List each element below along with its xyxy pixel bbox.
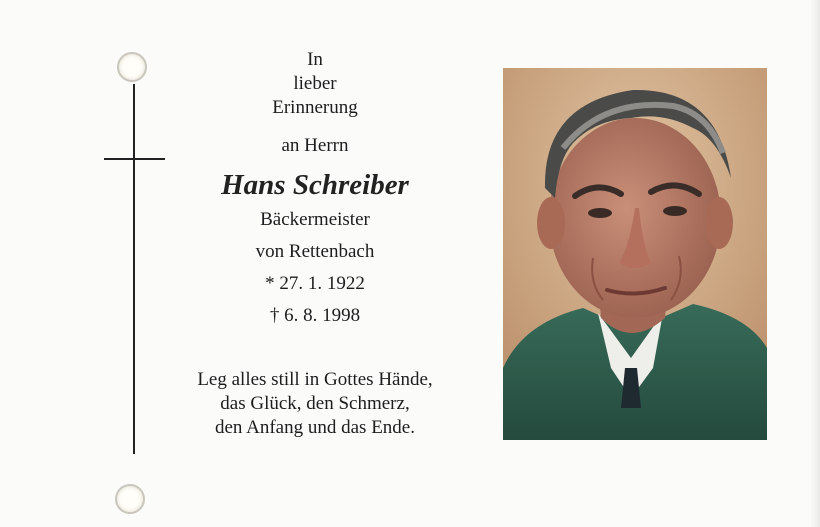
intro-line-3: Erinnerung xyxy=(272,97,358,118)
verse-line-1: Leg alles still in Gottes Hände, xyxy=(197,369,433,390)
portrait-photo xyxy=(503,68,767,440)
verse-line-2: das Glück, den Schmerz, xyxy=(220,393,410,414)
memorial-text xyxy=(165,48,465,440)
origin: von Rettenbach xyxy=(255,241,375,262)
punch-hole-bottom xyxy=(115,484,145,514)
death-date: † 6. 8. 1998 xyxy=(269,305,361,326)
card-edge xyxy=(810,0,820,527)
salutation: an Herrn xyxy=(281,135,349,156)
portrait-illustration xyxy=(503,68,767,440)
intro-line-1: In xyxy=(307,49,323,70)
verse-line-3: den Anfang und das Ende. xyxy=(215,417,415,438)
birth-date: * 27. 1. 1922 xyxy=(265,273,365,294)
punch-hole-top xyxy=(117,52,147,82)
intro-line-2: lieber xyxy=(293,73,337,94)
occupation: Bäckermeister xyxy=(260,209,370,230)
cross-horizontal-bar xyxy=(104,158,165,160)
deceased-name: Hans Schreiber xyxy=(221,169,409,201)
cross-vertical-bar xyxy=(133,84,135,454)
